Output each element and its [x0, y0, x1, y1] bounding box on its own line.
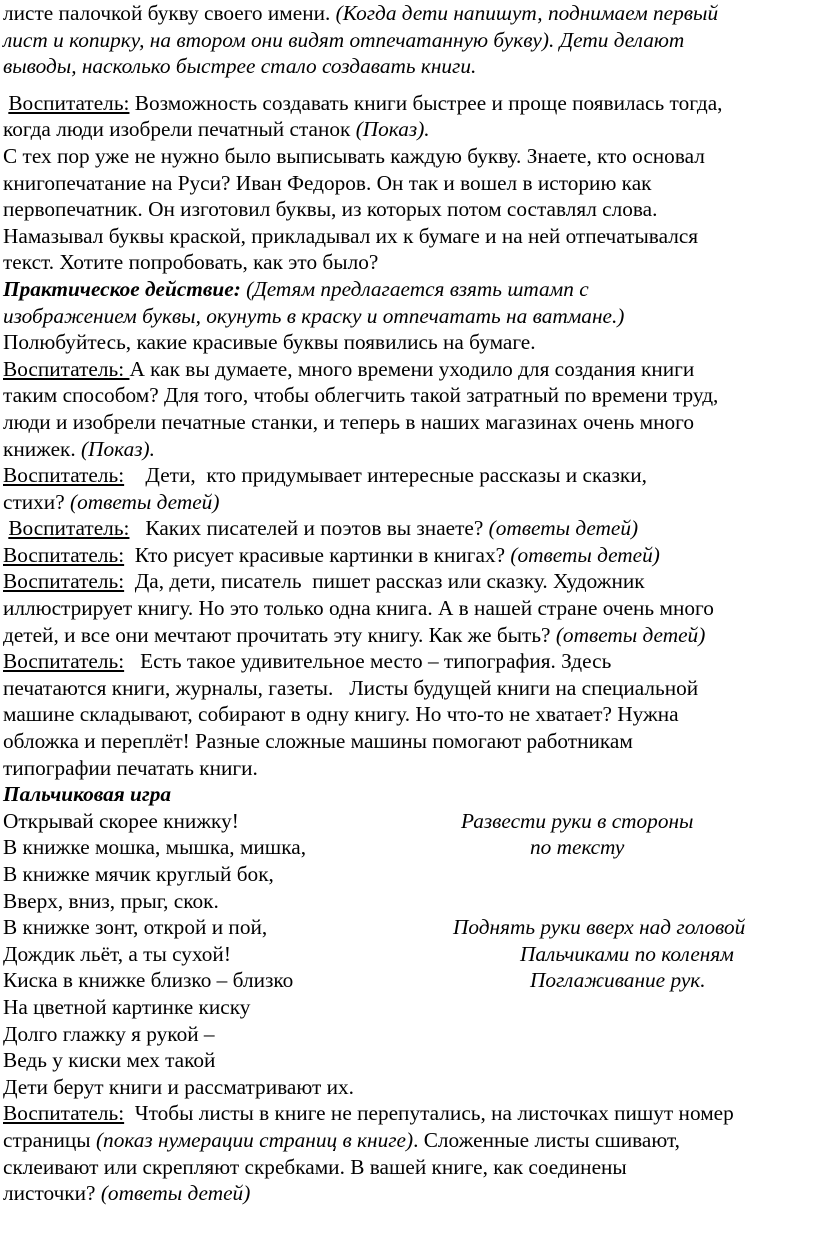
- text-span: Есть такое удивительное место – типография. Здесь: [124, 649, 612, 674]
- text-line: Намазывал буквы краской, прикладывал их к бумаге и на ней отпечатывался: [3, 223, 699, 248]
- text-line: [3, 1180, 816, 1207]
- text-span: книжек.: [3, 436, 82, 461]
- text-line: Дети берут книги и рассматривают их.: [3, 1074, 354, 1099]
- text-span: . Сложенные листы сшивают,: [413, 1127, 680, 1152]
- text-line: текст. Хотите попробовать, как это было?: [3, 250, 379, 275]
- verse-row: [3, 888, 816, 915]
- verse-row: [3, 941, 816, 968]
- finger-game: [3, 781, 816, 1100]
- verse-line: В книжке зонт, открой и пой,: [3, 915, 268, 940]
- verse-row: [3, 1021, 816, 1048]
- text-line: [3, 436, 816, 463]
- speaker-label: Воспитатель:: [8, 516, 130, 541]
- text-line: [3, 568, 816, 595]
- paragraph-teacher-4: [3, 515, 816, 542]
- text-line: [3, 462, 816, 489]
- text-span: листе палочкой букву своего имени.: [3, 1, 336, 25]
- italic-note: (ответы детей): [100, 1181, 251, 1206]
- text-line: [3, 489, 816, 516]
- verse-row: [3, 994, 816, 1021]
- action-note: Поглаживание рук.: [530, 968, 706, 993]
- speaker-label: Воспитатель:: [3, 463, 125, 488]
- text-span: Каких писателей и поэтов вы знаете?: [129, 516, 489, 541]
- text-line: печатаются книги, журналы, газеты. Листы будущей книги на специальной: [3, 675, 699, 700]
- verse-line: Ведь у киски мех такой: [3, 1048, 216, 1073]
- italic-note: (Показ).: [81, 436, 155, 461]
- verse-row: [3, 834, 816, 861]
- text-line: типографии печатать книги.: [3, 755, 258, 780]
- paragraph-intro: [3, 0, 816, 80]
- verse-row: [3, 967, 816, 994]
- verse-row: [3, 808, 816, 835]
- speaker-label: Воспитатель:: [3, 356, 130, 381]
- paragraph-teacher-8: [3, 1100, 816, 1206]
- italic-note: (ответы детей): [510, 542, 660, 567]
- text-line: книгопечатание на Руси? Иван Федоров. Он так и вошел в историю как: [3, 170, 652, 195]
- verse-line: Вверх, вниз, прыг, скок.: [3, 888, 219, 913]
- speaker-label: Воспитатель:: [8, 90, 130, 115]
- text-line: машине складывают, собирают в одну книгу. Но что-то не хватает? Нужна: [3, 702, 679, 727]
- paragraph-practical: [3, 276, 816, 356]
- text-line: [3, 356, 816, 383]
- text-span: Дети, кто придумывает интересные рассказы и сказки,: [124, 463, 647, 488]
- italic-note: (показ нумерации страниц в книге): [95, 1127, 414, 1152]
- speaker-label: Воспитатель:: [3, 1101, 125, 1126]
- text-span: когда люди изобрели печатный станок: [3, 117, 356, 142]
- speaker-label: Воспитатель:: [3, 649, 125, 674]
- text-line: изображением буквы, окунуть в краску и отпечатать на ватмане.): [3, 303, 625, 328]
- text-line: первопечатник. Он изготовил буквы, из которых потом составлял слова.: [3, 197, 658, 222]
- italic-note: (Показ).: [355, 117, 430, 142]
- text-span: страницы: [3, 1127, 96, 1152]
- text-line: выводы, насколько быстрее стало создавать книги.: [3, 54, 477, 79]
- speaker-label: Воспитатель:: [3, 542, 125, 567]
- paragraph-teacher-5: [3, 542, 816, 569]
- text-line: иллюстрирует книгу. Но это только одна книга. А в нашей стране очень много: [3, 596, 714, 621]
- text-span: Возможность создавать книги быстрее и проще появилась тогда,: [129, 90, 723, 115]
- action-note: Поднять руки вверх над головой: [453, 915, 746, 940]
- verse-row: [3, 914, 816, 941]
- text-span: А как вы думаете, много времени уходило для создания книги: [129, 356, 695, 381]
- text-line: [3, 1100, 816, 1127]
- italic-note: (ответы детей): [488, 516, 639, 541]
- verse-line: В книжке мячик круглый бок,: [3, 862, 274, 886]
- text-line: обложка и переплёт! Разные сложные машины помогают работникам: [3, 729, 633, 754]
- paragraph-teacher-1: [3, 90, 816, 276]
- verse-line: Открывай скорее книжку!: [3, 808, 239, 833]
- text-span: Кто рисует красивые картинки в книгах?: [124, 542, 511, 567]
- text-span: Чтобы листы в книге не перепутались, на листочках пишут номер: [124, 1101, 734, 1126]
- text-span: листочки?: [3, 1181, 101, 1206]
- text-line: люди и изобрели печатные станки, и теперь в наших магазинах очень много: [3, 409, 695, 434]
- action-note: Развести руки в стороны: [461, 808, 694, 833]
- text-line: лист и копирку, на втором они видят отпечатанную букву). Дети делают: [3, 27, 685, 52]
- paragraph-teacher-3: [3, 462, 816, 515]
- text-line: [3, 622, 816, 649]
- text-span: стихи?: [3, 489, 70, 514]
- text-line: [3, 1127, 816, 1154]
- text-span: детей, и все они мечтают прочитать эту книгу. Как же быть?: [3, 622, 556, 647]
- verse-row: [3, 861, 816, 888]
- text-line: склеивают или скрепляют скребками. В вашей книге, как соединены: [3, 1154, 627, 1179]
- italic-note: (Когда дети напишут, поднимаем первый: [335, 1, 719, 25]
- text-line: [3, 90, 816, 117]
- text-line: С тех пор уже не нужно было выписывать каждую букву. Знаете, кто основал: [3, 143, 705, 168]
- paragraph-teacher-6: [3, 568, 816, 648]
- verse-line: Долго глажку я рукой –: [3, 1021, 215, 1046]
- text-line: Полюбуйтесь, какие красивые буквы появились на бумаге.: [3, 330, 536, 355]
- italic-note: (Детям предлагается взять штамп с: [240, 276, 589, 301]
- text-span: Да, дети, писатель пишет рассказ или сказку. Художник: [124, 569, 645, 594]
- paragraph-teacher-7: [3, 648, 816, 781]
- verse-line: В книжке мошка, мышка, мишка,: [3, 835, 307, 860]
- spacer: [3, 80, 816, 90]
- verse-line: Киска в книжке близко – близко: [3, 968, 294, 993]
- text-line: таким способом? Для того, чтобы облегчить такой затратный по времени труд,: [3, 383, 719, 408]
- italic-note: (ответы детей): [69, 489, 220, 514]
- speaker-label: Воспитатель:: [3, 569, 125, 594]
- action-note: по тексту: [530, 835, 625, 860]
- text-line: [3, 116, 816, 143]
- verse-line: Дождик льёт, а ты сухой!: [3, 941, 231, 966]
- italic-note: (ответы детей): [555, 622, 706, 647]
- section-heading: Пальчиковая игра: [3, 782, 172, 807]
- section-heading: Практическое действие:: [3, 276, 241, 301]
- action-note: Пальчиками по коленям: [520, 941, 734, 966]
- verse-line: На цветной картинке киску: [3, 994, 251, 1019]
- verse-row: [3, 1047, 816, 1074]
- text-line: [3, 276, 816, 303]
- text-line: [3, 0, 816, 27]
- paragraph-teacher-2: [3, 356, 816, 462]
- text-line: [3, 648, 816, 675]
